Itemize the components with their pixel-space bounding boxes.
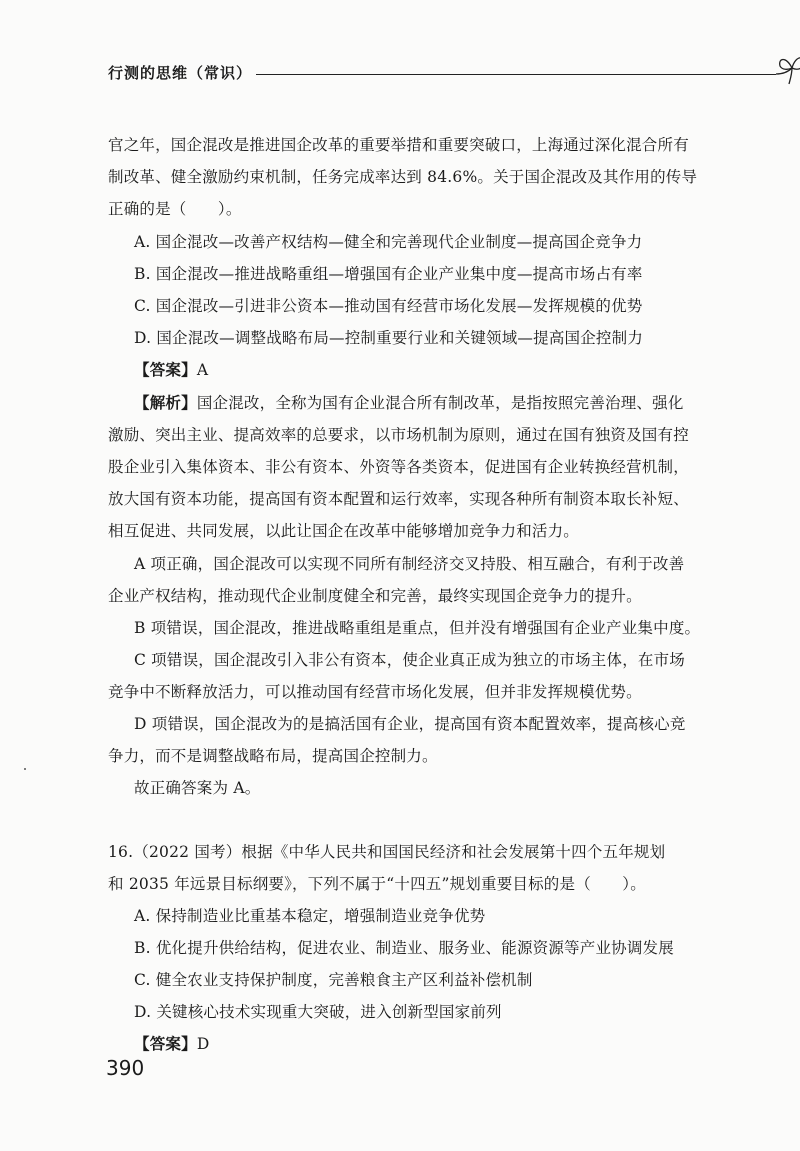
q15-answer [134, 359, 208, 381]
explanation-a: 企业产权结构，推动现代企业制度健全和完善，最终实现国企竞争力的提升。 [108, 587, 642, 605]
q15-stem-line: 正确的是（ ）。 [108, 200, 242, 218]
analysis-tag: 【解析】 [134, 394, 197, 412]
explanation-c: 竞争中不断释放活力，可以推动国有经营市场化发展，但并非发挥规模优势。 [108, 683, 642, 701]
page-number: 390 [106, 1056, 145, 1080]
analysis-text: 国企混改，全称为国有企业混合所有制改革，是指按照完善治理、强化 [196, 394, 684, 412]
q15-stem-line: 制改革、健全激励约束机制，任务完成率达到 84.6%。关于国企混改及其作用的传导 [108, 168, 698, 186]
q16-option-c: C. 健全农业支持保护制度，完善粮食主产区利益补偿机制 [134, 971, 533, 989]
explanation-b: B 项错误，国企混改，推进战略重组是重点，但并没有增强国有企业产业集中度。 [134, 619, 701, 637]
explanation-c: C 项错误，国企混改引入非公有资本，使企业真正成为独立的市场主体，在市场 [134, 651, 685, 669]
q15-analysis [134, 392, 684, 414]
explanation-d: D 项错误，国企混改为的是搞活国有企业，提高国有资本配置效率，提高核心竞 [134, 715, 686, 733]
q16-answer [134, 1033, 209, 1055]
analysis-text: 激励、突出主业、提高效率的总要求，以市场机制为原则，通过在国有独资及国有控 [108, 426, 689, 444]
explanation-a: A 项正确，国企混改可以实现不同所有制经济交叉持股、相互融合，有利于改善 [134, 555, 685, 573]
q16-option-a: A. 保持制造业比重基本稳定，增强制造业竞争优势 [134, 907, 486, 925]
answer-value: D [196, 1035, 210, 1053]
q15-option-d: D. 国企混改—调整战略布局—控制重要行业和关键领域—提高国企控制力 [134, 329, 644, 347]
q15-option-a: A. 国企混改—改善产权结构—健全和完善现代企业制度—提高国企竞争力 [134, 233, 643, 251]
q16-stem-line: 16.（2022 国考）根据《中华人民共和国国民经济和社会发展第十四个五年规划 [108, 843, 666, 861]
answer-value: A [196, 361, 209, 379]
header-title: 行测的思维（常识） [108, 64, 253, 82]
answer-tag: 【答案】 [134, 1035, 197, 1053]
header-rule [256, 74, 776, 75]
sprout-icon [772, 52, 800, 86]
q16-option-b: B. 优化提升供给结构，促进农业、制造业、服务业、能源资源等产业协调发展 [134, 939, 674, 957]
analysis-text: 放大国有资本功能，提高国有资本配置和运行效率，实现各种所有制资本取长补短、 [108, 490, 689, 508]
answer-tag: 【答案】 [134, 361, 197, 379]
q15-option-b: B. 国企混改—推进战略重组—增强国有企业产业集中度—提高市场占有率 [134, 265, 643, 283]
q16-option-d: D. 关键核心技术实现重大突破，进入创新型国家前列 [134, 1003, 502, 1021]
q15-option-c: C. 国企混改—引进非公资本—推动国有经营市场化发展—发挥规模的优势 [134, 297, 643, 315]
explanation-d: 争力，而不是调整战略布局，提高国企控制力。 [108, 747, 438, 765]
q16-stem-line: 和 2035 年远景目标纲要》，下列不属于“十四五”规划重要目标的是（ ）。 [108, 875, 646, 893]
analysis-text: 股企业引入集体资本、非公有资本、外资等各类资本，促进国有企业转换经营机制， [108, 458, 689, 476]
running-header [108, 58, 708, 88]
scan-speck [24, 768, 26, 770]
analysis-text: 相互促进、共同发展，以此让国企在改革中能够增加竞争力和活力。 [108, 522, 580, 540]
q15-stem-line: 官之年，国企混改是推进国企改革的重要举措和重要突破口，上海通过深化混合所有 [108, 136, 689, 154]
conclusion: 故正确答案为 A。 [134, 779, 261, 797]
